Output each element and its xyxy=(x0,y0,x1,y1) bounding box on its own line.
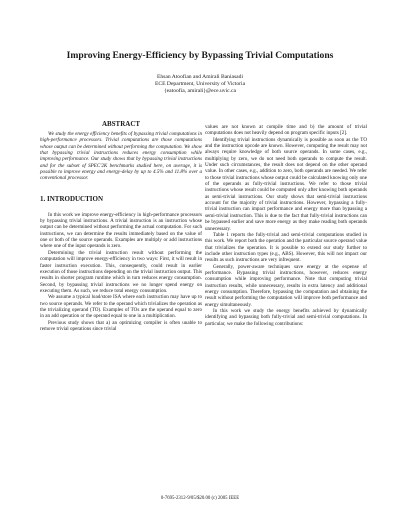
author-names: Ehsan Atoofian and Amirali Baniasadi xyxy=(156,74,244,80)
intro-paragraph: Identifying trivial instructions dynamically is possible as soon as the TO and the instruction opcode are known. However, computing the result may not always require knowledge of both source operands. In some cases, e.g., multiplying by zero, we do not need both operands to compute the result. Under such circumstances, the result does not depend on the other operand value. In other cases, e.g., addition to zero, both operands are needed. We refer to those trivial instructions whose output could be calculated knowing only one of the operands as fully-trivial instructions. We refer to those trivial instructions whose result could be computed only after knowing both operands as semi-trivial instructions. Our study shows that semi-trivial instructions account for the majority of trivial instructions. However, bypassing a fully-trivial instruction can impact performance and energy more than bypassing a semi-trivial instruction. This is due to the fact that fully-trivial instructions can be bypassed earlier and save more energy as they make reading both operands unnecessary. xyxy=(205,136,367,232)
abstract-text: We study the energy efficiency benefits of bypassing trivial computations in high-performance processors. Trivial computations are those computations whose output can be determined without performing the computation. We show that bypassing trivial instructions reduces energy consumption while improving performance. Our study shows that by bypassing trivial instructions and for the subset of SPEC'2K benchmarks studied here, on average, it is possible to improve energy and energy-delay by up to 4.5% and 11.8% over a conventional processor. xyxy=(40,131,202,182)
intro-paragraph: In this work we study the energy benefits achieved by dynamically identifying and bypassing both fully-trivial and semi-trivial computations. In particular, we make the following contributions: xyxy=(205,307,367,327)
intro-paragraph: Previous study shows that a) an optimizing compiler is often unable to remove trivial operations since trivial xyxy=(40,319,202,332)
author-block xyxy=(40,74,360,96)
copyright-footer: 0-7695-2312-9/05/$20.00 (c) 2005 IEEE xyxy=(160,496,240,501)
right-column xyxy=(205,124,367,327)
author-emails: {eatoofia, amirali}@ece.uvic.ca xyxy=(163,88,236,95)
intro-paragraph: In this work we improve energy-efficiency in high-performance processors by bypassing trivial instructions. A trivial instruction is an instruction whose output can be determined without performing the actual computation. For such instructions, we can determine the results immediately based on the value of one or both of the source operands. Examples are multiply or add instructions where one of the input operands is zero. xyxy=(40,211,202,250)
intro-paragraph: Determining the trivial instruction result without performing the computation will improve energy-efficiency in two ways: First, it will result in faster instruction execution. This, consequently, could result in earlier execution of those instructions depending on the trivial instruction output. This results in shorter program runtime which in turn reduces energy consumption. Second, by bypassing trivial instructions we no longer spend energy on executing them. As such, we reduce total energy consumption. xyxy=(40,249,202,294)
introduction-heading: 1. INTRODUCTION xyxy=(40,194,104,203)
left-column xyxy=(40,120,202,332)
author-affiliation: ECE Department, University of Victoria xyxy=(154,81,246,88)
intro-paragraph: Generally, power-aware techniques save energy at the expense of performance. Bypassing trivial instructions, however, reduces energy consumption while improving performance. Note that computing trivial instruction results, while unnecessary, results in extra latency and additional energy consumption. Therefore, bypassing the computation and obtaining the result without performing the computation will improve both performance and energy simultaneously. xyxy=(205,263,367,308)
intro-paragraph: values are not known at compile time and b) the amount of trivial computations does not heavily depend on program specific inputs [2]. xyxy=(205,124,367,137)
paper-title: Improving Energy-Efficiency by Bypassing Trivial Computations xyxy=(66,50,334,61)
abstract-heading: ABSTRACT xyxy=(101,120,141,128)
intro-paragraph: We assume a typical load/store ISA where each instruction may have up to two source operands. We refer to the operand which trivializes the operation as the trivializing operand (TO). Examples of TOs are the operand equal to zero in an add operation or the operand equal to one in a multiplication. xyxy=(40,294,202,320)
intro-paragraph: Table 1 reports the fully-trivial and semi-trivial computations studied in this work. We report both the operation and the particular source operand value that trivializes the operation. It is possible to extend our study further to include other instruction types (e.g., ABS). However, this will not impact our results as such instructions are very infrequent. xyxy=(205,231,367,264)
